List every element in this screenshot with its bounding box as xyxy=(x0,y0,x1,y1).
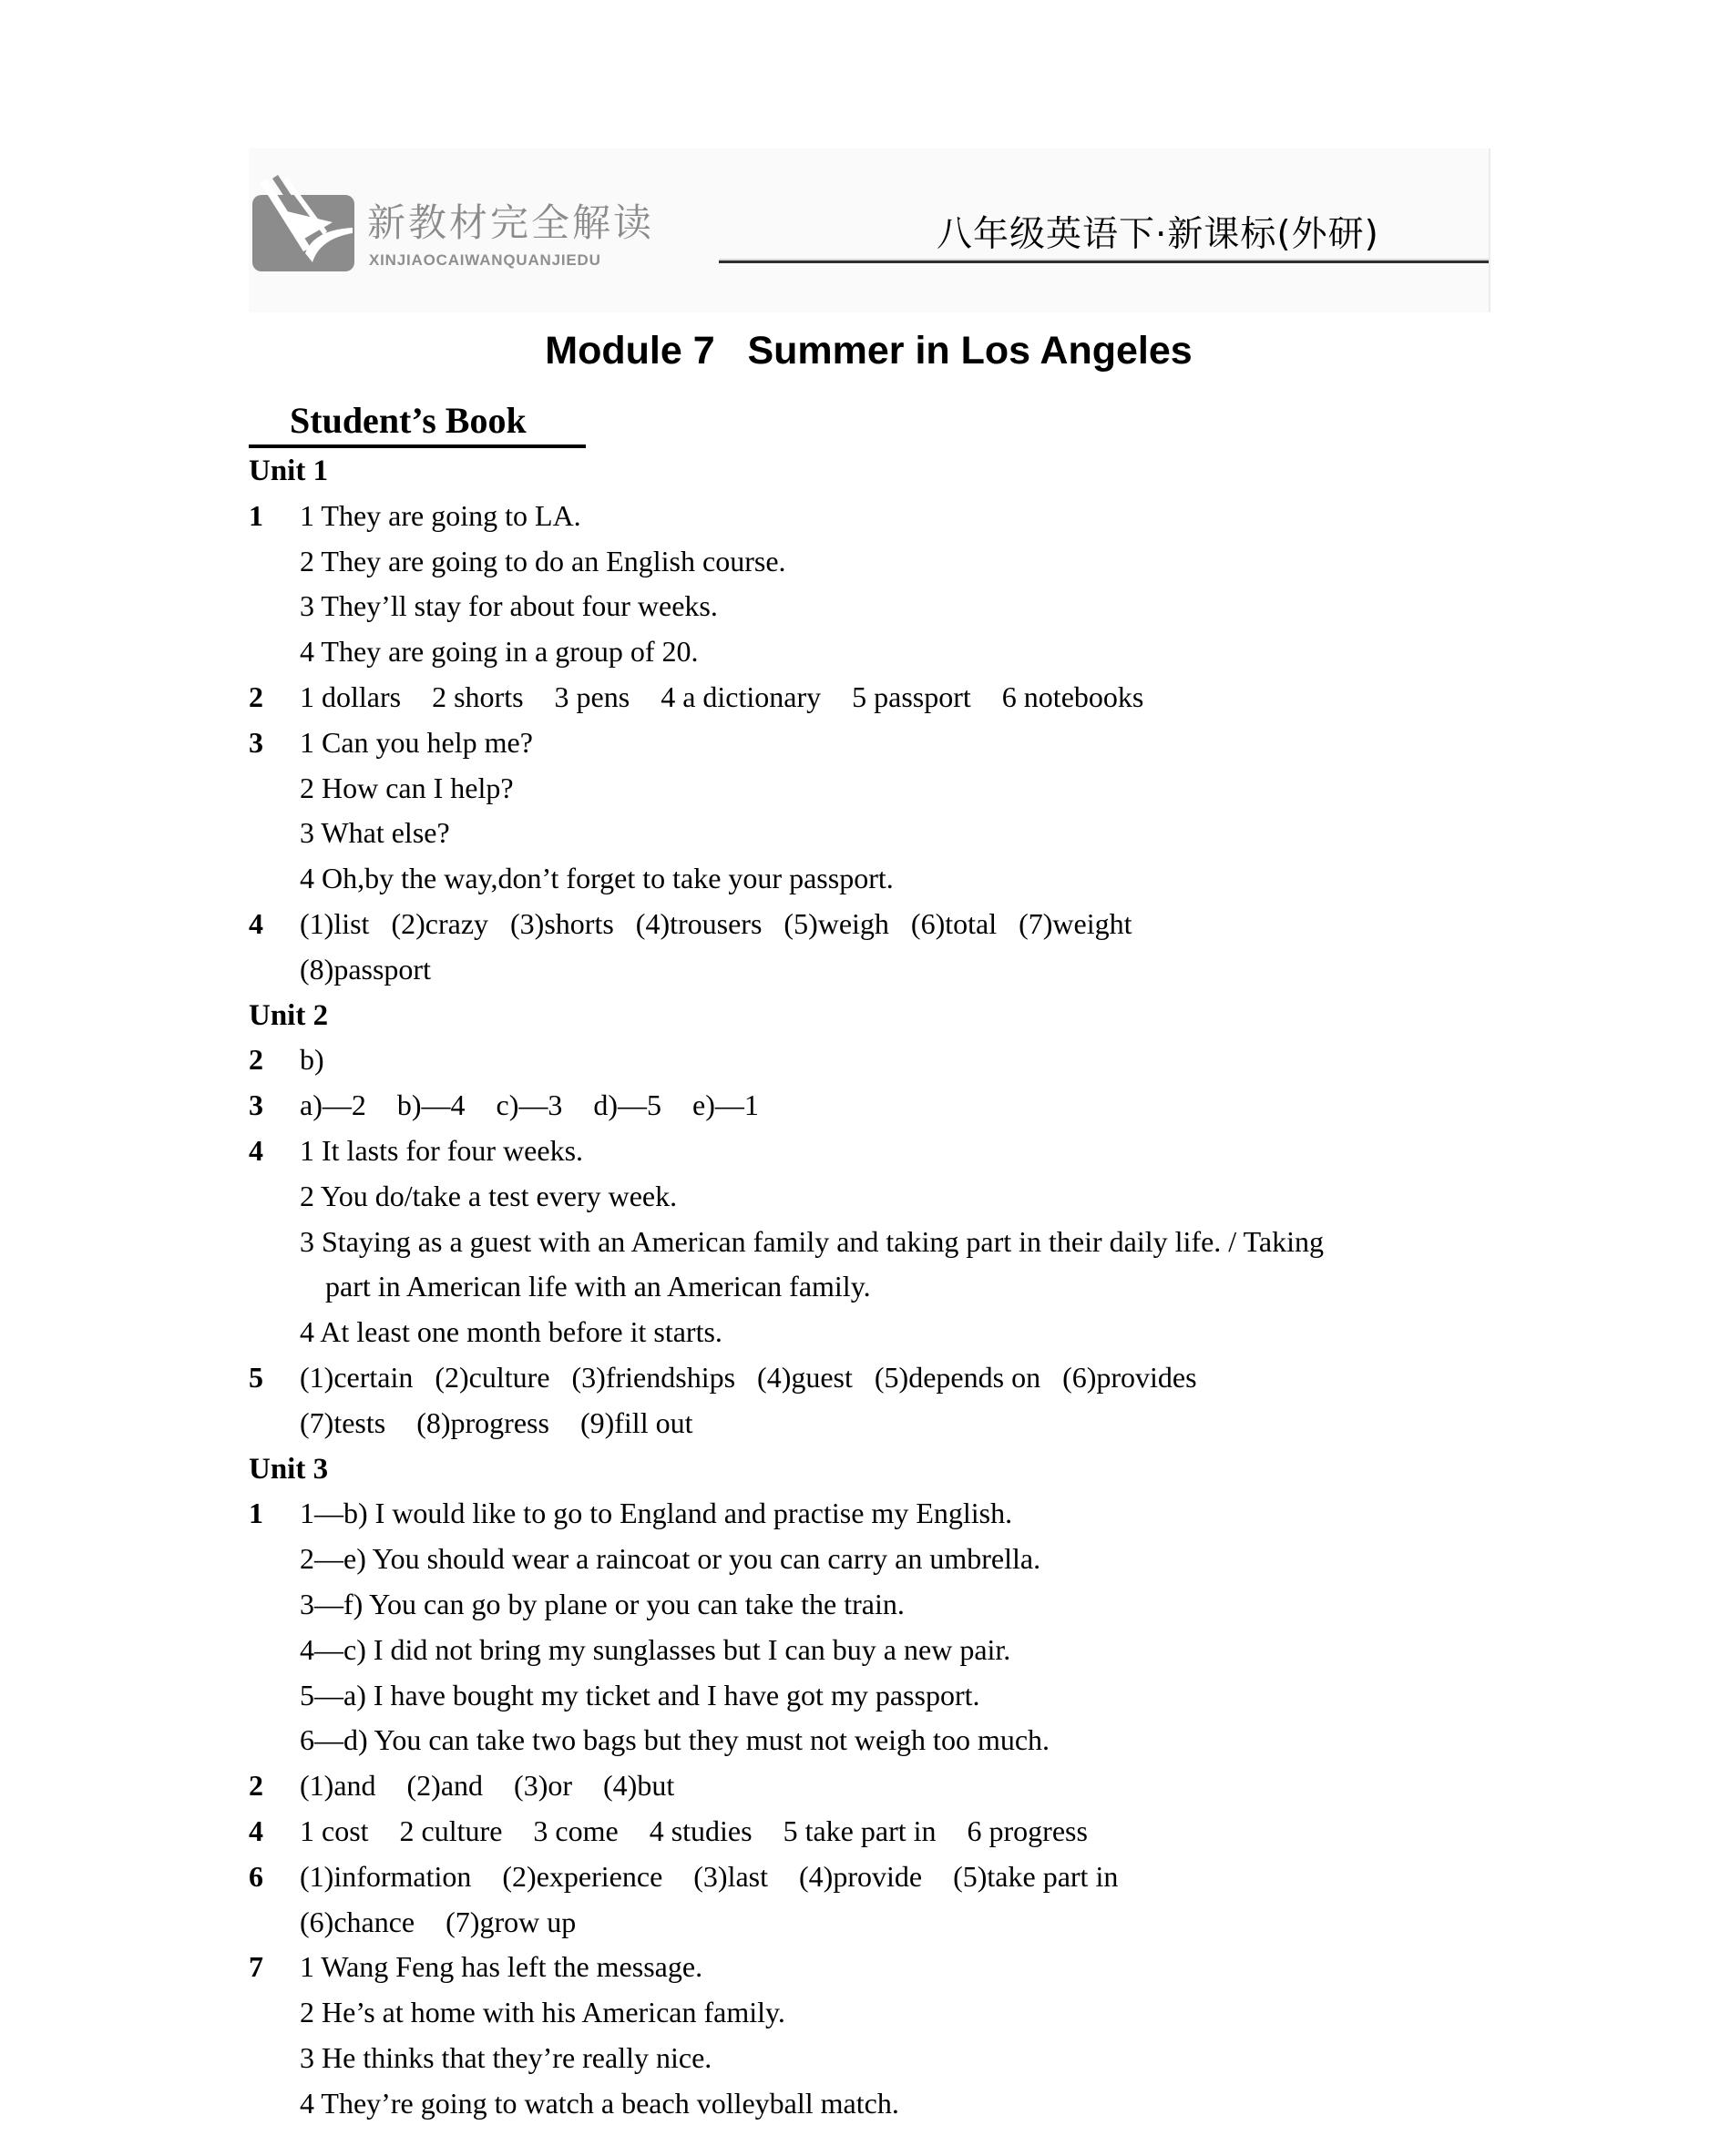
answer-content xyxy=(300,2036,712,2081)
answer-item: (8)passport xyxy=(300,952,431,986)
answer-item: (7)weight xyxy=(1019,906,1132,940)
answer-item: 2 How can I help? xyxy=(300,771,514,804)
answer-item: (4)trousers xyxy=(635,906,763,940)
answer-content xyxy=(300,539,786,585)
book-title: 八年级英语下·新课标(外研) xyxy=(937,214,1379,255)
answer-item: 1—b) I would like to go to England and practise my English. xyxy=(300,1497,1013,1530)
answer-line xyxy=(249,1083,1506,1129)
unit-heading xyxy=(249,448,1506,494)
answer-content xyxy=(300,1129,583,1174)
answer-item: d)—5 xyxy=(593,1088,662,1122)
answer-item: 4 They’re going to watch a beach volleyball match. xyxy=(300,2086,899,2120)
answer-line xyxy=(249,539,1506,585)
answer-item: 5—a) I have bought my ticket and I have got my passport. xyxy=(300,1678,980,1712)
answer-content xyxy=(300,902,1154,947)
answer-content xyxy=(300,1628,1010,1673)
answer-content xyxy=(300,1582,905,1628)
answer-line xyxy=(249,1037,1506,1083)
module-title: Module 7 Summer in Los Angeles xyxy=(545,329,1193,373)
answer-item: 5 take part in xyxy=(783,1814,937,1847)
answer-line xyxy=(249,1673,1506,1719)
answer-content xyxy=(300,1537,1040,1582)
answer-content xyxy=(300,675,1143,720)
answer-content xyxy=(300,811,450,856)
answer-content xyxy=(325,1264,871,1310)
answer-line xyxy=(249,1855,1506,1900)
answer-content xyxy=(300,2081,899,2127)
answer-item: 3—f) You can go by plane or you can take the train. xyxy=(300,1587,905,1620)
answer-item: (3)shorts xyxy=(510,906,614,940)
answer-line xyxy=(249,1355,1506,1401)
answer-content xyxy=(300,1673,979,1719)
answer-item: 6 progress xyxy=(967,1814,1088,1847)
answer-line xyxy=(249,1718,1506,1763)
answer-line xyxy=(249,1990,1506,2036)
answer-item: a)—2 xyxy=(300,1088,366,1122)
question-number: 2 xyxy=(249,679,263,713)
answer-line xyxy=(249,766,1506,812)
answer-content xyxy=(300,766,514,812)
answer-content xyxy=(300,1855,1118,1900)
answer-item: (1)and xyxy=(300,1769,376,1803)
section-title: Student’s Book xyxy=(290,400,527,441)
answer-item: (6)total xyxy=(910,906,998,940)
answer-line xyxy=(249,1174,1506,1220)
answer-line xyxy=(249,1264,1506,1310)
answer-item: 1 dollars xyxy=(300,679,402,713)
answer-content xyxy=(300,1310,722,1355)
question-number: 6 xyxy=(249,1859,263,1893)
answer-item: (1)list xyxy=(300,906,370,940)
answer-item: 3 They’ll stay for about four weeks. xyxy=(300,589,718,623)
answer-content xyxy=(300,1401,692,1446)
question-number: 4 xyxy=(249,1133,263,1167)
answer-line xyxy=(249,1220,1506,1265)
answer-item: (2)and xyxy=(406,1769,484,1803)
answer-item: (4)but xyxy=(603,1769,675,1803)
answer-content xyxy=(300,1718,1050,1763)
question-number: 3 xyxy=(249,725,263,759)
answer-line xyxy=(249,1628,1506,1673)
answer-item: (5)weigh xyxy=(784,906,889,940)
answer-content xyxy=(300,629,699,675)
answer-item: (6)chance xyxy=(300,1905,415,1938)
book-logo-icon xyxy=(251,175,358,273)
question-number: 5 xyxy=(249,1360,263,1394)
answer-item: 4 a dictionary xyxy=(661,679,822,713)
answer-line xyxy=(249,1491,1506,1537)
answer-item: (2)crazy xyxy=(391,906,489,940)
answer-item: 3 pens xyxy=(554,679,630,713)
answer-content xyxy=(300,947,431,993)
answer-content xyxy=(300,1220,1324,1265)
answer-item: 3 He thinks that they’re really nice. xyxy=(300,2040,712,2074)
unit-label: Unit 2 xyxy=(249,998,329,1032)
answer-content xyxy=(300,1900,576,1946)
answer-content xyxy=(300,1763,674,1809)
answer-line xyxy=(249,720,1506,766)
answer-content xyxy=(300,1174,677,1220)
answer-item: 5 passport xyxy=(852,679,971,713)
answer-item: 1 It lasts for four weeks. xyxy=(300,1133,584,1167)
answer-line xyxy=(249,856,1506,902)
question-number: 1 xyxy=(249,498,263,532)
answer-item: e)—1 xyxy=(692,1088,759,1122)
answer-content xyxy=(300,720,533,766)
answer-line xyxy=(249,1900,1506,1946)
question-number: 2 xyxy=(249,1043,263,1077)
answer-item: (4)guest xyxy=(757,1360,853,1394)
answer-item: (2)experience xyxy=(502,1859,663,1893)
answer-item: (3)or xyxy=(514,1769,572,1803)
answer-line xyxy=(249,1401,1506,1446)
answer-key xyxy=(249,448,1506,2126)
question-number: 4 xyxy=(249,1814,263,1847)
answer-item: 6 notebooks xyxy=(1001,679,1144,713)
answer-item: (9)fill out xyxy=(579,1405,693,1439)
answer-line xyxy=(249,1310,1506,1355)
answer-item: (7)tests xyxy=(300,1405,386,1439)
answer-content xyxy=(300,1945,702,1990)
header-divider xyxy=(719,261,1489,263)
answer-item: 1 cost xyxy=(300,1814,369,1847)
answer-line xyxy=(249,947,1506,993)
answer-item: 2 culture xyxy=(399,1814,503,1847)
answer-item: (2)culture xyxy=(435,1360,550,1394)
answer-item: 3 Staying as a guest with an American family and taking part in their daily life. / Taking xyxy=(300,1224,1325,1258)
answer-item: b)—4 xyxy=(396,1088,466,1122)
answer-item: part in American life with an American family. xyxy=(325,1270,871,1303)
answer-item: 2 They are going to do an English course. xyxy=(300,544,786,577)
answer-line xyxy=(249,811,1506,856)
answer-item: (3)friendships xyxy=(571,1360,736,1394)
answer-content xyxy=(300,1083,759,1129)
question-number: 7 xyxy=(249,1950,263,1984)
answer-line xyxy=(249,1809,1506,1855)
answer-item: (6)provides xyxy=(1062,1360,1197,1394)
answer-item: 2 He’s at home with his American family. xyxy=(300,1996,785,2029)
answer-content xyxy=(300,1355,1219,1401)
answer-item: b) xyxy=(300,1043,324,1077)
answer-line xyxy=(249,1582,1506,1628)
answer-line xyxy=(249,1763,1506,1809)
answer-line xyxy=(249,1537,1506,1582)
answer-line xyxy=(249,584,1506,629)
answer-line xyxy=(249,2081,1506,2127)
answer-item: 1 They are going to LA. xyxy=(300,498,581,532)
question-number: 2 xyxy=(249,1769,263,1803)
answer-item: 4 They are going in a group of 20. xyxy=(300,635,699,669)
answer-item: (4)provide xyxy=(799,1859,923,1893)
answer-content xyxy=(300,1990,785,2036)
answer-line xyxy=(249,675,1506,720)
answer-item: (1)certain xyxy=(300,1360,414,1394)
answer-item: (1)information xyxy=(300,1859,472,1893)
answer-item: 4 studies xyxy=(649,1814,753,1847)
answer-item: (5)take part in xyxy=(953,1859,1119,1893)
answer-item: 1 Wang Feng has left the message. xyxy=(300,1950,703,1984)
answer-item: (7)grow up xyxy=(446,1905,577,1938)
unit-heading xyxy=(249,1446,1506,1492)
answer-item: 2—e) You should wear a raincoat or you can carry an umbrella. xyxy=(300,1542,1041,1576)
answer-item: (8)progress xyxy=(416,1405,549,1439)
answer-line xyxy=(249,2036,1506,2081)
answer-item: 4 At least one month before it starts. xyxy=(300,1315,722,1349)
question-number: 3 xyxy=(249,1088,263,1122)
answer-line xyxy=(249,1129,1506,1174)
answer-line xyxy=(249,629,1506,675)
question-number: 1 xyxy=(249,1497,263,1530)
answer-item: 6—d) You can take two bags but they must not weigh too much. xyxy=(300,1723,1050,1757)
answer-line xyxy=(249,494,1506,539)
answer-item: 2 You do/take a test every week. xyxy=(300,1179,678,1212)
unit-label: Unit 1 xyxy=(249,455,329,487)
unit-label: Unit 3 xyxy=(249,1452,329,1486)
unit-heading xyxy=(249,993,1506,1038)
logo-pinyin-text: XINJIAOCAIWANQUANJIEDU xyxy=(369,251,601,269)
answer-line xyxy=(249,1945,1506,1990)
answer-content xyxy=(300,584,718,629)
answer-item: 3 What else? xyxy=(300,816,450,850)
answer-item: (5)depends on xyxy=(874,1360,1041,1394)
answer-item: (3)last xyxy=(693,1859,769,1893)
answer-content xyxy=(300,1037,324,1083)
logo-chinese-text: 新教材完全解读 xyxy=(367,200,655,245)
answer-content xyxy=(300,856,894,902)
answer-line xyxy=(249,902,1506,947)
answer-item: c)—3 xyxy=(496,1088,563,1122)
question-number: 4 xyxy=(249,906,263,940)
answer-content xyxy=(300,494,581,539)
answer-item: 2 shorts xyxy=(432,679,524,713)
answer-item: 4—c) I did not bring my sunglasses but I can buy a new pair. xyxy=(300,1632,1011,1666)
answer-item: 1 Can you help me? xyxy=(300,725,533,759)
answer-item: 3 come xyxy=(533,1814,619,1847)
answer-content xyxy=(300,1809,1088,1855)
answer-content xyxy=(300,1491,1012,1537)
answer-item: 4 Oh,by the way,don’t forget to take your passport. xyxy=(300,862,894,895)
